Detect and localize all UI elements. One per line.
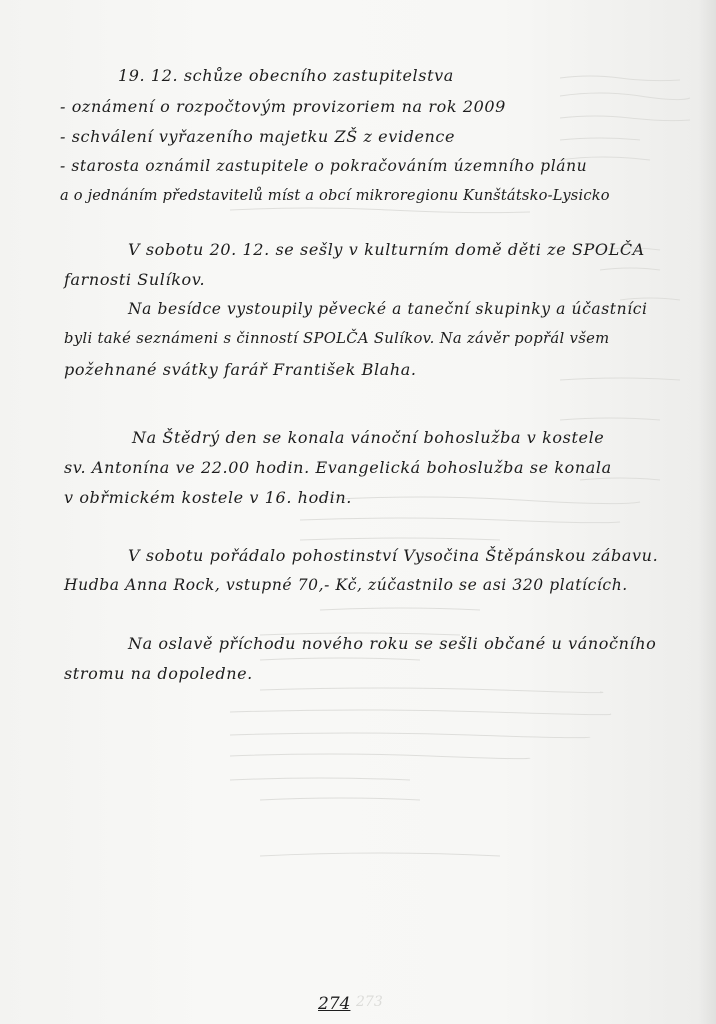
handwritten-line-15: Hudba Anna Rock, vstupné 70,- Kč, zúčastnilo se asi 320 platících. xyxy=(64,576,628,594)
handwritten-line-9: byli také seznámeni s činností SPOLČA Sulíkov. Na závěr popřál všem xyxy=(64,330,610,347)
page-number: 274 xyxy=(318,994,351,1014)
handwritten-line-6: V sobotu 20. 12. se sešly v kulturním domě děti ze SPOLČA xyxy=(128,240,645,259)
handwritten-line-8: Na besídce vystoupily pěvecké a taneční skupinky a účastníci xyxy=(128,300,648,318)
handwritten-line-11: Na Štědrý den se konala vánoční bohoslužba v kostele xyxy=(132,428,605,447)
handwritten-line-1: 19. 12. schůze obecního zastupitelstva xyxy=(118,66,454,85)
handwritten-line-10: požehnané svátky farář František Blaha. xyxy=(64,360,417,379)
handwritten-line-17: stromu na dopoledne. xyxy=(64,664,253,683)
handwritten-line-5: a o jednáním představitelů míst a obcí mikroregionu Kunštátsko-Lysicko xyxy=(60,187,610,204)
bleed-through-page-number: 273 xyxy=(356,994,383,1010)
handwritten-line-4: - starosta oznámil zastupitele o pokračováním územního plánu xyxy=(60,157,588,175)
handwritten-line-2: - oznámení o rozpočtovým provizoriem na rok 2009 xyxy=(60,97,506,116)
handwritten-line-3: - schválení vyřazeního majetku ZŠ z evidence xyxy=(60,127,456,146)
handwritten-line-13: v obřmickém kostele v 16. hodin. xyxy=(64,488,352,507)
handwritten-line-12: sv. Antonína ve 22.00 hodin. Evangelická bohoslužba se konala xyxy=(64,458,612,477)
handwritten-line-14: V sobotu pořádalo pohostinství Vysočina Štěpánskou zábavu. xyxy=(128,546,659,565)
handwritten-line-16: Na oslavě příchodu nového roku se sešli občané u vánočního xyxy=(128,634,657,653)
handwritten-line-7: farnosti Sulíkov. xyxy=(64,270,206,289)
